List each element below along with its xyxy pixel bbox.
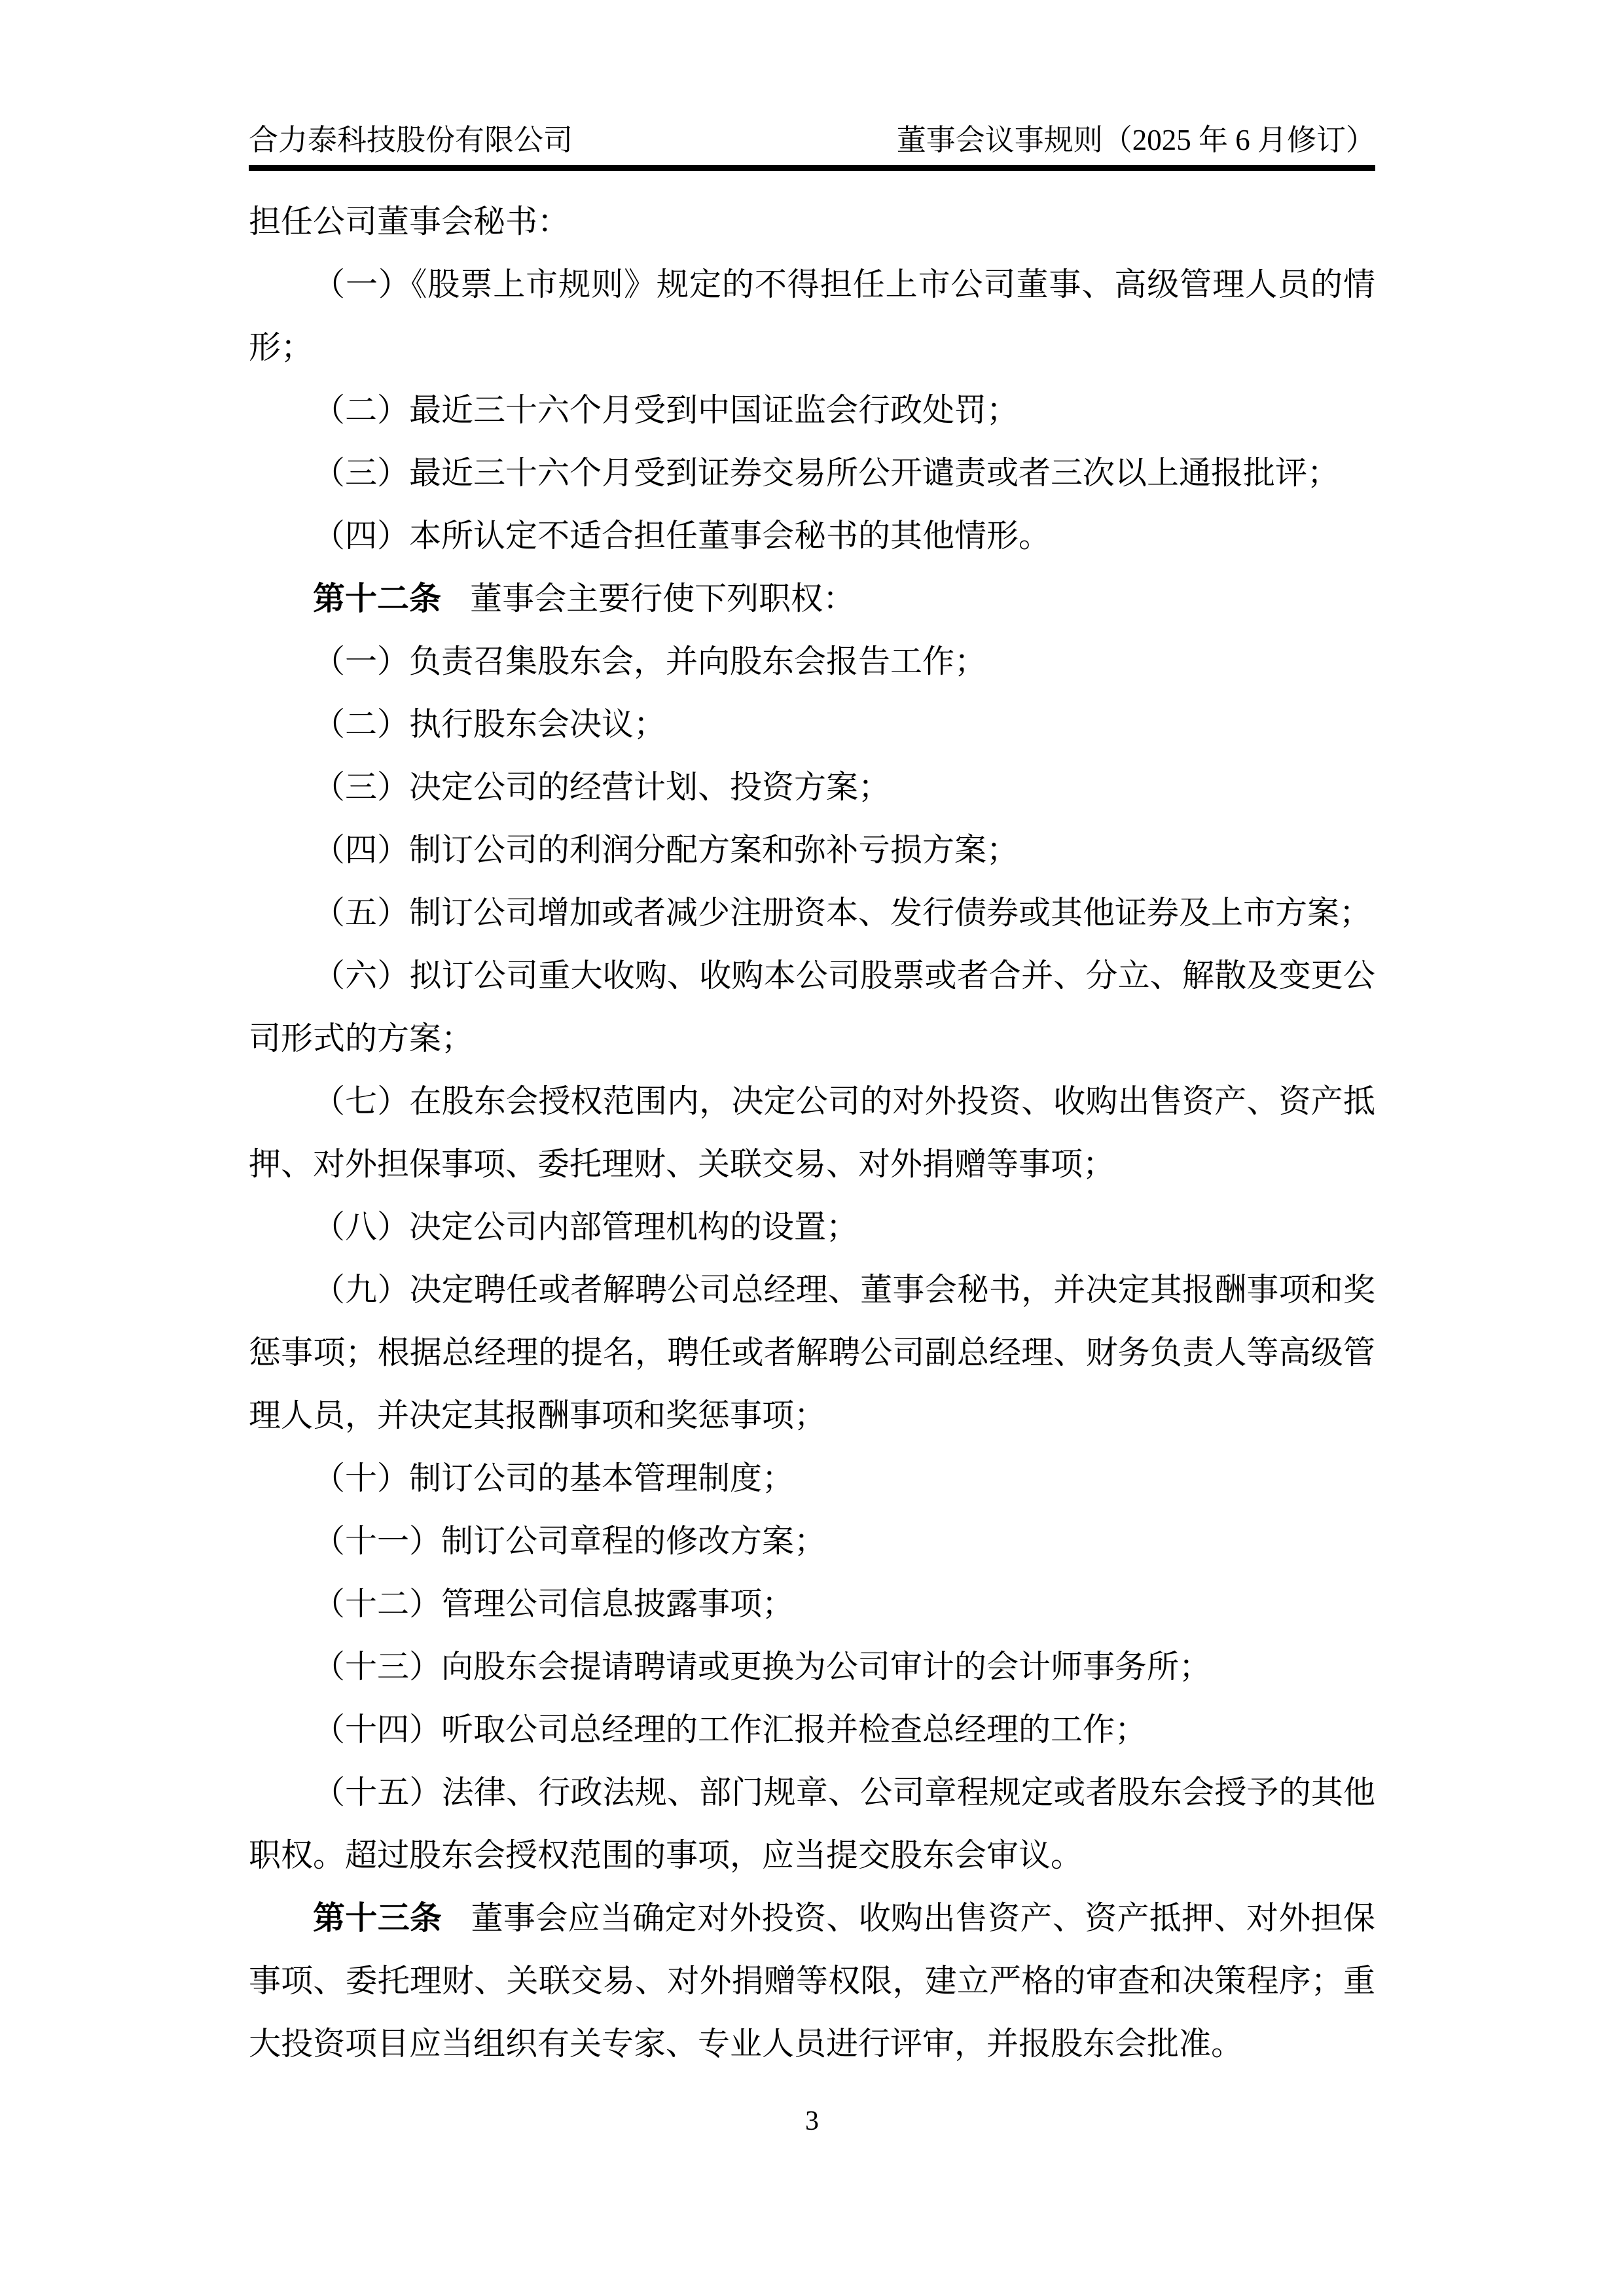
- paragraph-text: （九）决定聘任或者解聘公司总经理、董事会秘书，并决定其报酬事项和奖惩事项；根据总经理的提名，聘任或者解聘公司副总经理、财务负责人等高级管理人员，并决定其报酬事项和奖惩事项；: [249, 1272, 1375, 1433]
- paragraph: [249, 1259, 1375, 1447]
- paragraph: [249, 1761, 1375, 1887]
- paragraph: [249, 1887, 1375, 2075]
- paragraph-text: （十）制订公司的基本管理制度；: [313, 1460, 795, 1496]
- paragraph: [249, 253, 1375, 379]
- paragraph-text: （四）制订公司的利润分配方案和弥补亏损方案；: [313, 832, 1019, 868]
- paragraph: [249, 567, 1375, 630]
- paragraph-text: （十一）制订公司章程的修改方案；: [313, 1523, 827, 1559]
- article-number: 第十三条: [313, 1900, 442, 1936]
- paragraph: [249, 1698, 1375, 1761]
- header-document-title: 董事会议事规则（2025 年 6 月修订）: [896, 124, 1375, 156]
- paragraph-text: （八）决定公司内部管理机构的设置；: [313, 1209, 859, 1245]
- paragraph-text: 董事会应当确定对外投资、收购出售资产、资产抵押、对外担保事项、委托理财、关联交易、对外捐赠等权限，建立严格的审查和决策程序；重大投资项目应当组织有关专家、专业人员进行评审，并报股东会批准。: [249, 1900, 1375, 2062]
- paragraph: [249, 1573, 1375, 1636]
- paragraph-text: （一）《股票上市规则》规定的不得担任上市公司董事、高级管理人员的情形；: [249, 266, 1375, 365]
- paragraph: [249, 1196, 1375, 1259]
- page-number: 3: [805, 2106, 819, 2136]
- paragraph: [249, 1070, 1375, 1196]
- paragraph-text: （三）最近三十六个月受到证券交易所公开谴责或者三次以上通报批评；: [313, 455, 1340, 491]
- paragraph-text: （二）最近三十六个月受到中国证监会行政处罚；: [313, 392, 1019, 428]
- paragraph-text: （十三）向股东会提请聘请或更换为公司审计的会计师事务所；: [313, 1649, 1212, 1685]
- paragraph: [249, 1447, 1375, 1510]
- content-area: [249, 0, 1375, 2141]
- header-company-name: 合力泰科技股份有限公司: [249, 124, 573, 156]
- paragraph-text: 担任公司董事会秘书：: [249, 204, 570, 240]
- paragraph: [249, 379, 1375, 442]
- paragraph: [249, 442, 1375, 505]
- page-header: [249, 0, 1375, 171]
- paragraph-text: （十二）管理公司信息披露事项；: [313, 1586, 795, 1622]
- page-footer: [249, 2102, 1375, 2141]
- paragraph-text: （三）决定公司的经营计划、投资方案；: [313, 769, 891, 805]
- paragraph: [249, 630, 1375, 693]
- paragraph-text: （十五）法律、行政法规、部门规章、公司章程规定或者股东会授予的其他职权。超过股东会授权范围的事项，应当提交股东会审议。: [249, 1774, 1375, 1873]
- paragraph-text: （五）制订公司增加或者减少注册资本、发行债券或其他证券及上市方案；: [313, 895, 1372, 931]
- paragraph: [249, 1510, 1375, 1573]
- paragraph: [249, 1636, 1375, 1698]
- paragraph: [249, 819, 1375, 882]
- paragraph: [249, 944, 1375, 1070]
- paragraph: [249, 505, 1375, 567]
- paragraph: [249, 693, 1375, 756]
- paragraph-text: （一）负责召集股东会，并向股东会报告工作；: [313, 643, 987, 679]
- paragraph-text: （十四）听取公司总经理的工作汇报并检查总经理的工作；: [313, 1712, 1147, 1748]
- paragraph: [249, 190, 1375, 253]
- paragraph-text: （六）拟订公司重大收购、收购本公司股票或者合并、分立、解散及变更公司形式的方案；: [249, 958, 1375, 1056]
- document-body: [249, 190, 1375, 2075]
- paragraph-text: （四）本所认定不适合担任董事会秘书的其他情形。: [313, 518, 1051, 554]
- paragraph-text: 董事会主要行使下列职权：: [470, 581, 856, 617]
- paragraph: [249, 882, 1375, 944]
- paragraph-text: （七）在股东会授权范围内，决定公司的对外投资、收购出售资产、资产抵押、对外担保事项、委托理财、关联交易、对外捐赠等事项；: [249, 1083, 1375, 1182]
- paragraph: [249, 756, 1375, 819]
- paragraph-text: （二）执行股东会决议；: [313, 706, 666, 742]
- article-number: 第十二条: [313, 581, 442, 617]
